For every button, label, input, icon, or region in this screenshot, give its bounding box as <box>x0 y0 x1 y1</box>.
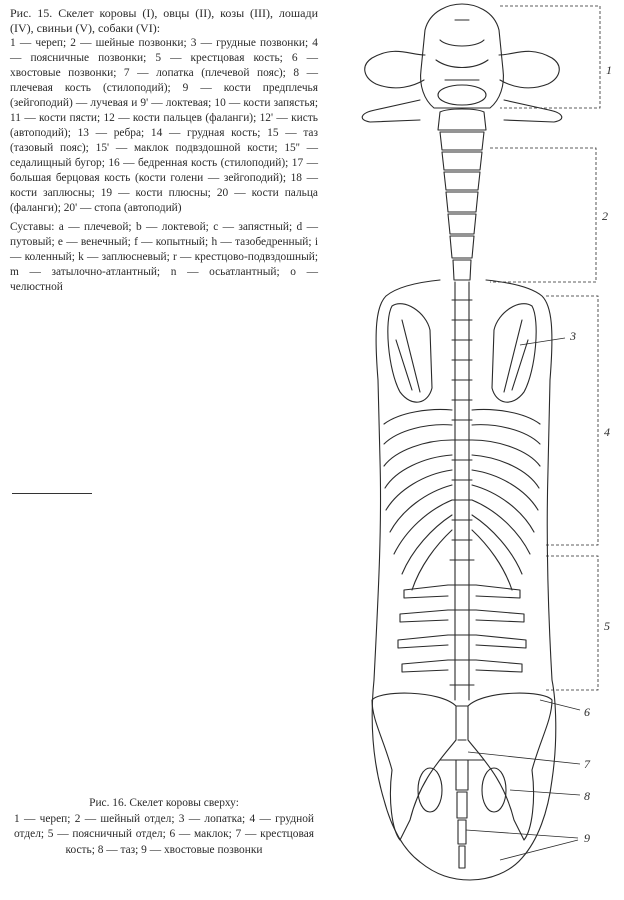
label-2: 2 <box>602 209 608 223</box>
label-8: 8 <box>584 789 590 803</box>
spine <box>448 282 476 700</box>
bracket-5 <box>546 556 598 690</box>
figure-15-title: Рис. 15. Скелет коровы (I), овцы (II), козы (III), лошади (IV), свиньи (V), собаки (VI): <box>10 6 318 35</box>
leader-8 <box>510 790 580 795</box>
leader-9 <box>466 830 578 860</box>
figure-15-joints: Суставы: a — плечевой; b — локтевой; c — запястный; d — путовый; e — венечный; f — копытный; h — тазобедренный; i — коленный; k — заплюсневый; r — крестцово-подвздошный; m — затылочно-атлантный; n — осьатлантный; o — челюстной <box>10 221 318 293</box>
figure-15-caption <box>10 6 318 295</box>
leader-3 <box>520 338 565 345</box>
cervical-vertebrae <box>438 109 486 280</box>
caption-divider <box>12 493 92 494</box>
skull <box>362 4 562 122</box>
leader-6 <box>540 700 580 710</box>
bracket-2 <box>490 148 596 282</box>
figure-15-legend: 1 — череп; 2 — шейные позвонки; 3 — грудные позвонки; 4 — поясничные позвонки; 5 — крестцовая кость; 6 — хвостовые позвонки; 7 — лопатка (плечевой пояс); 8 — плечевая кость (стилоподий); 9 — кости предплечья (зейгоподий) — лучевая и 9' — локтевая; 10 — кости запястья; 11 — кости пясти; 12 — кости пальцев (фаланги); 12' — кисть (автоподий); 13 — ребра; 14 — грудная кость; 15 — таз (тазовый пояс); 15' — маклок подвздошной кости; 15'' — седалищный бугор; 16 — бедренная кость (стилоподий); 17 — большая берцовая кость (кости голени — зейгоподий); 18 — кости заплюсны; 19 — кости плюсны; 20 — кости пальца (фаланги); 20' — стопа (автоподий) <box>10 37 318 214</box>
label-1: 1 <box>606 63 612 77</box>
label-6: 6 <box>584 705 590 719</box>
label-4: 4 <box>604 425 610 439</box>
label-7: 7 <box>584 757 590 771</box>
label-3: 3 <box>570 329 576 343</box>
label-5: 5 <box>604 619 610 633</box>
leader-7 <box>468 752 580 764</box>
figure-16-caption <box>14 796 314 858</box>
cow-skeleton-top-view <box>300 0 624 900</box>
tail-vertebrae <box>456 760 468 868</box>
ribs-right <box>472 410 540 590</box>
figure-16-title: Рис. 16. Скелет коровы сверху: <box>89 797 239 809</box>
ribs-left <box>384 410 452 590</box>
lumbar-processes <box>398 585 526 672</box>
label-9: 9 <box>584 831 590 845</box>
figure-16-legend: 1 — череп; 2 — шейный отдел; 3 — лопатка; 4 — грудной отдел; 5 — поясничный отдел; 6 — маклок; 7 — крестцовая кость; 8 — таз; 9 — хвостовые позвонки <box>14 812 314 856</box>
scapula-right <box>492 304 536 402</box>
scapula-left <box>388 304 432 402</box>
